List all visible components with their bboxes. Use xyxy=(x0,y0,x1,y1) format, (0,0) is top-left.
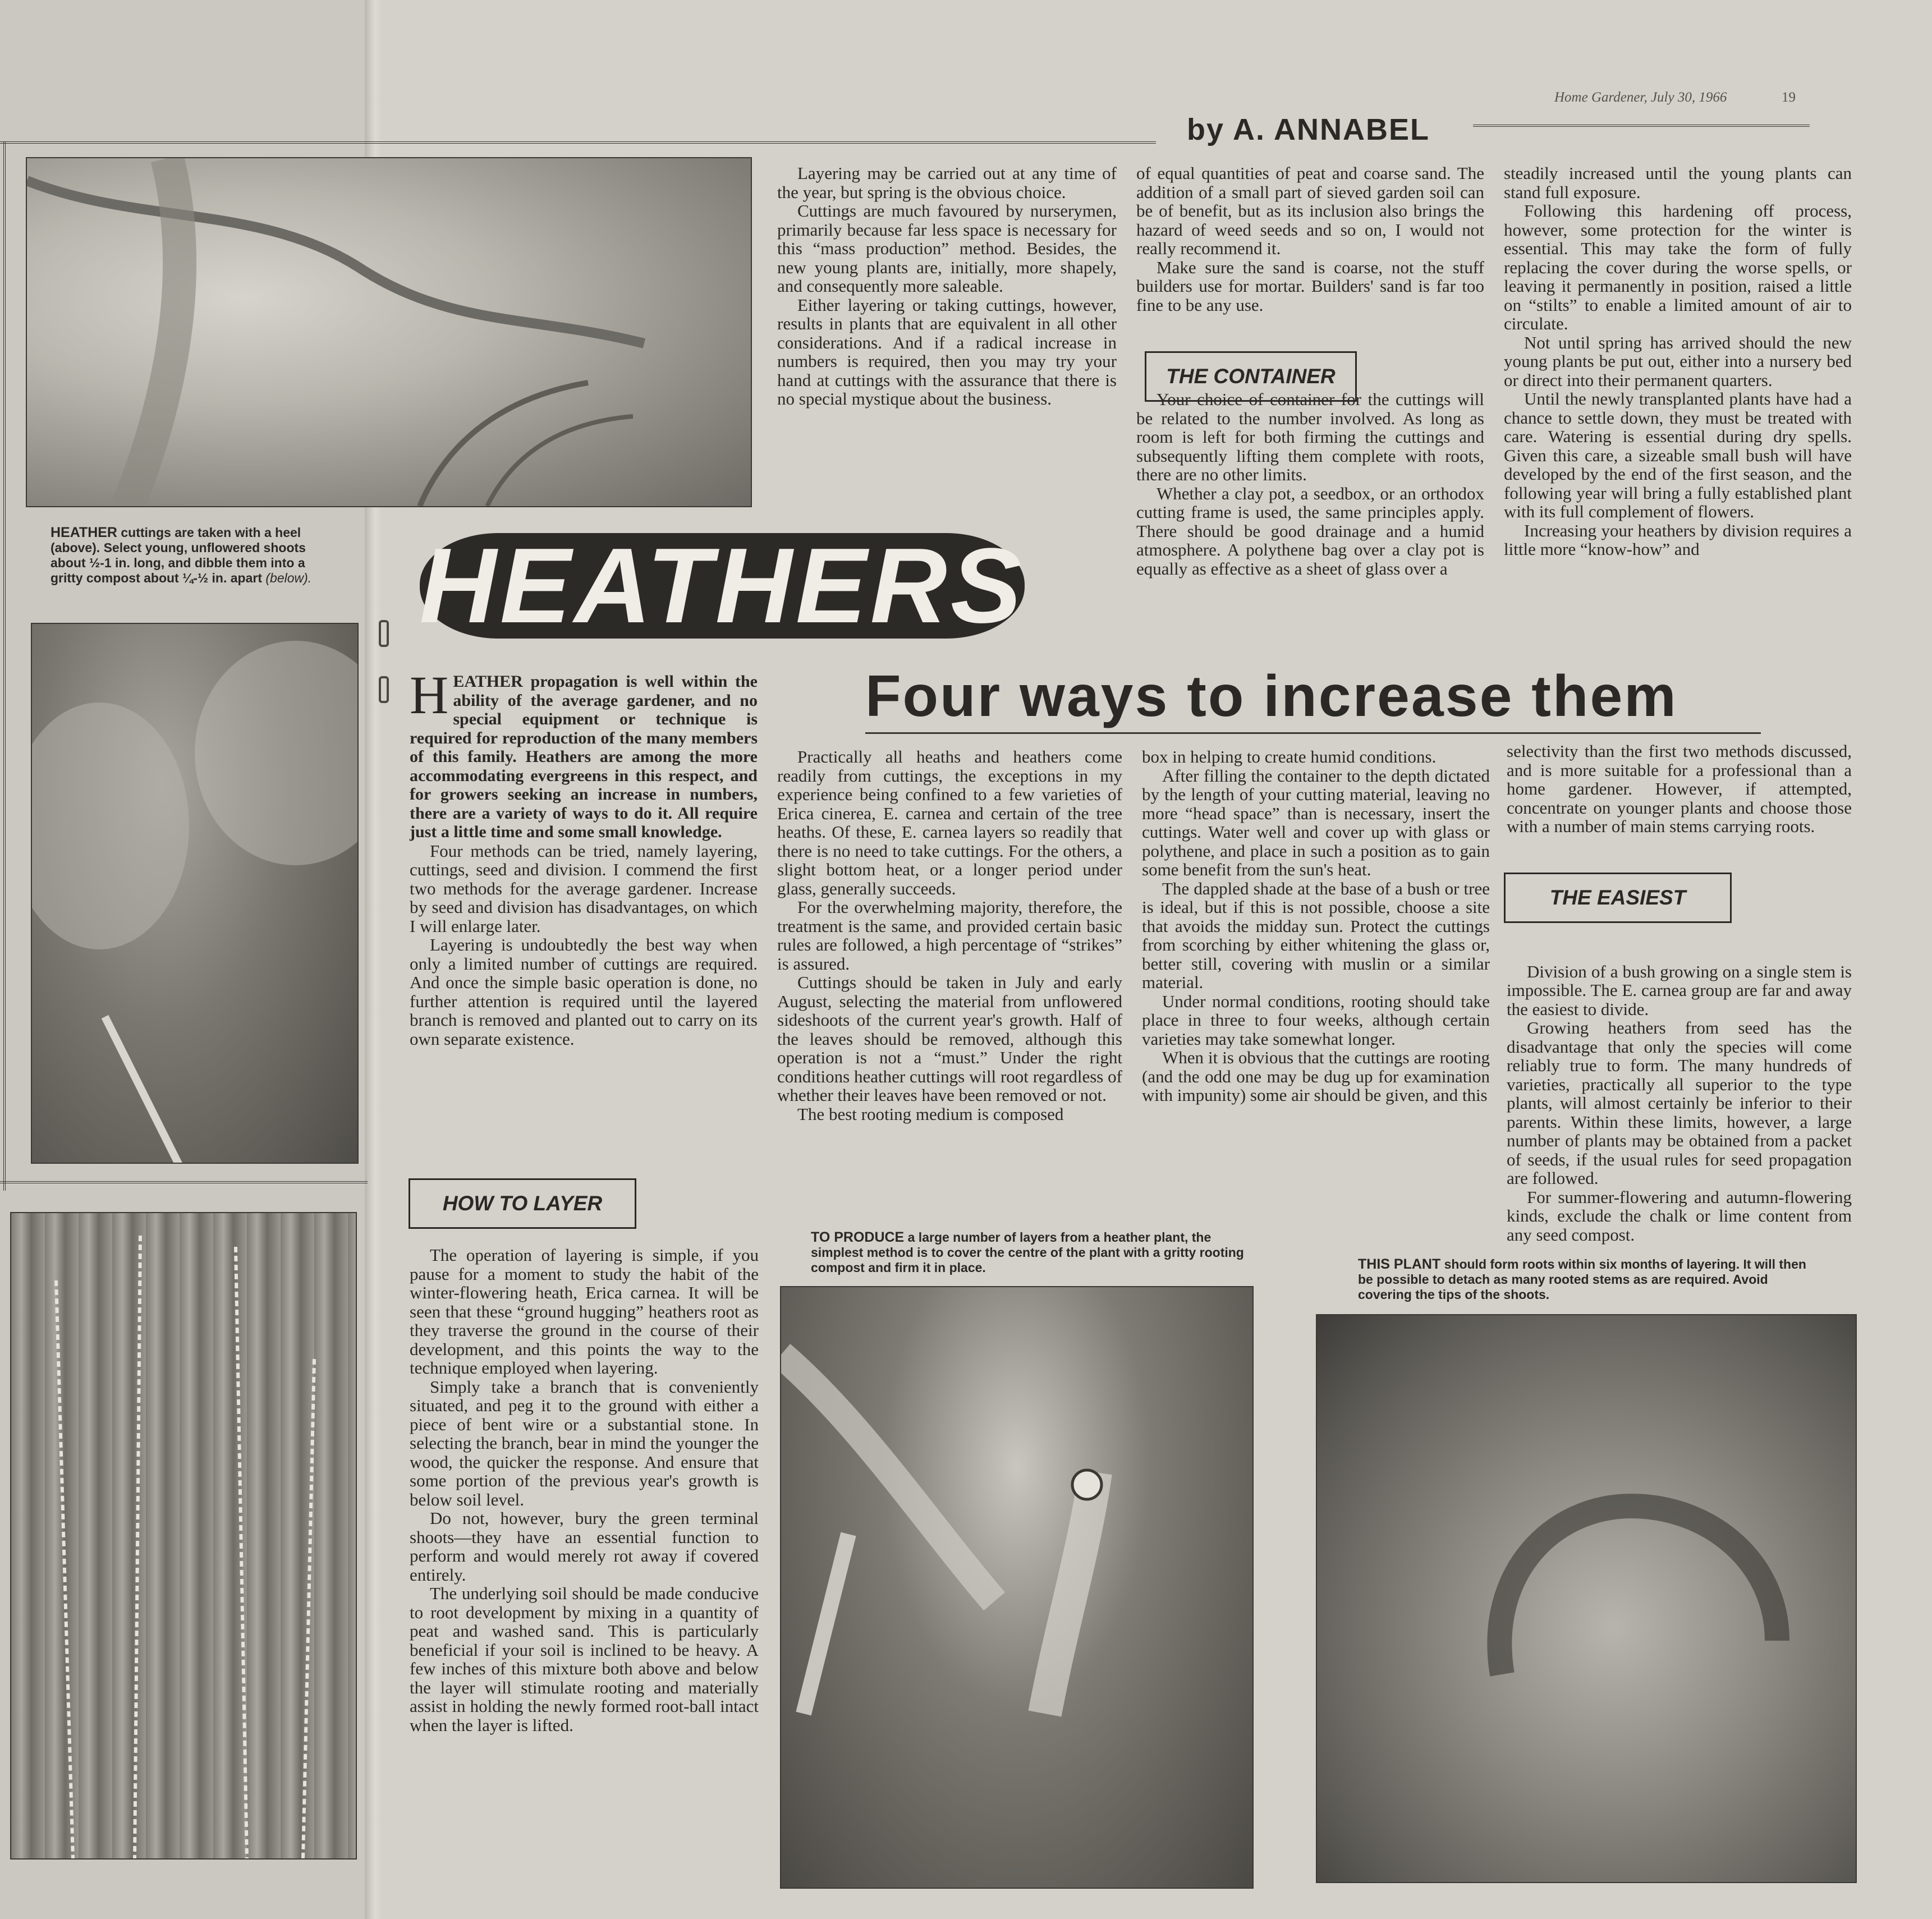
paragraph: Do not, however, bury the green terminal shoots—they have an essential function to perform and would merely rot away if covered entirely. xyxy=(410,1508,759,1585)
paragraph: Increasing your heathers by division requires a little more “know-how” and xyxy=(1504,520,1852,559)
photo-heather-sprays-sketch xyxy=(11,1213,356,1858)
paragraph: The operation of layering is simple, if you pause for a moment to study the habit of the winter-flowering heath, Erica carnea. It will be seen that these “ground hugging” heathers root as they traverse the ground in the course of their development, and this points the way to the technique employed when layering. xyxy=(410,1245,759,1378)
left-frame-rule xyxy=(3,141,6,1191)
paragraph: Layering may be carried out at any time of the year, but spring is the obvious choice. xyxy=(777,163,1117,202)
column-top-2 xyxy=(777,164,1117,408)
paragraph: Until the newly transplanted plants have had a chance to settle down, they must be treated with care. Watering is essential during dry spells. Given this care, a sizeable small bush will have developed by the end of the first season, and the following year will bring a fully established plant with its full complement of flowers. xyxy=(1504,389,1852,521)
headline-underline xyxy=(865,732,1761,734)
paragraph: When it is obvious that the cuttings are rooting (and the odd one may be dug up for examination with impunity) some air should be given, and this xyxy=(1142,1048,1490,1105)
column-top-4 xyxy=(1504,164,1852,559)
heathers-logo: HEATHERS xyxy=(419,526,1025,645)
photo-dibbling-sketch xyxy=(32,624,357,1163)
paragraph: selectivity than the first two methods discussed, and is more suitable for a professional than a home gardener. However, if attempted, concentrate on younger plants and choose those with a number of main stems carrying roots. xyxy=(1507,741,1852,836)
paragraph: For the overwhelming majority, therefore, the treatment is the same, and provided certain basic rules are followed, a high percentage of “strikes” is assured. xyxy=(777,897,1122,974)
photo-cutting-with-heel xyxy=(26,157,752,507)
caption-produce-lead: TO PRODUCE xyxy=(811,1229,905,1245)
caption-plant xyxy=(1358,1257,1818,1302)
column-intro xyxy=(410,665,758,1049)
header-rule-left xyxy=(0,141,1156,144)
staple-top xyxy=(379,620,389,647)
paragraph: The dappled shade at the base of a bush or tree is ideal, but if this is not possible, choose a site that avoids the midday sun. Protect the cuttings from scorching by either whitening the glass or, better still, covering with muslin or a similar material. xyxy=(1142,878,1490,992)
paragraph: box in helping to create humid conditions. xyxy=(1142,747,1437,766)
paragraph: Growing heathers from seed has the disadvantage that only the species will come reliably true to form. The many hundreds of varieties, practically all superior to the type plants, will almost certainly be inferior to their parents. Within these limits, however, a large number of plants may be obtained from a packet of seeds, if the usual rules for seed propagation are followed. xyxy=(1507,1018,1852,1188)
caption-produce xyxy=(811,1230,1260,1275)
column-mid-4 xyxy=(1507,742,1852,1244)
paragraph: Following this hardening off process, however, some protection for the winter is essential. This may take the form of fully replacing the cover during the worse spells, or leaving it permanently in position, raised a little on “stilts” to enable a limited amount of air to circulate. xyxy=(1504,201,1852,333)
caption-cuttings xyxy=(51,525,331,586)
column-mid-3 xyxy=(1142,747,1490,1105)
column-how-to-layer xyxy=(410,1246,759,1734)
paragraph: The best rooting medium is composed xyxy=(797,1104,1064,1124)
byline: by A. ANNABEL xyxy=(1187,113,1430,146)
caption-cuttings-body: cuttings are taken with a heel (above). Select young, unflowered shoots about ½-1 in. long, and dibble them into a gritty compost about ¼-½ in. apart xyxy=(51,525,306,585)
paragraph: Your choice of container for the cuttings will be related to the number involved. As long as room is left for both firming the cuttings and subsequently lifting them complete with roots, there are no other limits. xyxy=(1136,389,1484,484)
paragraph: Make sure the sand is coarse, not the stuff builders use for mortar. Builders' sand is far too fine to be any use. xyxy=(1136,257,1484,315)
paragraph: After filling the container to the depth dictated by the length of your cutting material, leaving no more “head space” than is necessary, insert the cuttings. Water well and cover up with glass or polythene, and place in such a position as to gain some benefit from the sun's heat. xyxy=(1142,765,1490,879)
intro-lead xyxy=(410,665,758,842)
paragraph: Under normal conditions, rooting should take place in three to four weeks, although certain varieties may take somewhat longer. xyxy=(1142,991,1490,1049)
caption-cuttings-lead: HEATHER xyxy=(51,525,117,540)
paragraph: Four methods can be tried, namely layering, cuttings, seed and division. I commend the first two methods for the average gardener. Increase by seed and division has disadvantages, on which I will enlarge later. xyxy=(410,841,758,936)
drop-cap: H xyxy=(410,665,449,725)
paragraph: Cuttings should be taken in July and early August, selecting the material from unflowered sideshoots of the current year's growth. Half of the leaves should be removed, although this operation is not a “must.” Under the right conditions heather cuttings will root regardless of whether their leaves have been removed or not. xyxy=(777,972,1122,1105)
photo-covering-centre xyxy=(780,1286,1254,1889)
paragraph: Division of a bush growing on a single stem is impossible. The E. carnea group are far and away the easiest to divide. xyxy=(1507,961,1852,1019)
subhead-how-to-layer: HOW TO LAYER xyxy=(409,1178,636,1229)
paragraph: The underlying soil should be made conducive to root development by mixing in a quantity of peat and washed sand. This is particularly beneficial if your soil is inclined to be heavy. A few inches of this mixture both above and below the layer will stimulate rooting and materially assist in holding the newly formed root-ball intact when the layer is lifted. xyxy=(410,1583,759,1735)
page-number: 19 xyxy=(1782,90,1796,105)
photo-dibbling-cuttings xyxy=(31,623,359,1164)
intro-lead-text: EATHER propagation is well within the ability of the average gardener, and no special equipment or technique is required for reproduction of the many members of this family. Heathers are among the more accommodating evergreens in this respect, and for growers seeking an increase in numbers, there are a variety of ways to do it. All require just a little time and some small knowledge. xyxy=(410,672,758,841)
photo-cutting-sketch xyxy=(27,158,751,506)
left-frame-bottom-rule xyxy=(0,1181,368,1183)
photo-flowering-heather xyxy=(10,1212,357,1860)
caption-cuttings-tail: (below). xyxy=(265,571,312,585)
subhead-the-easiest: THE EASIEST xyxy=(1504,873,1732,923)
caption-plant-body: should form roots within six months of layering. It will then be possible to detach as many rooted stems as are required. Avoid covering the tips of the shoots. xyxy=(1358,1257,1806,1302)
paragraph: Whether a clay pot, a seedbox, or an orthodox cutting frame is used, the same principles apply. There should be good drainage and a humid atmosphere. A polythene bag over a clay pot is equally as effective as a sheet of glass over a xyxy=(1136,483,1484,579)
paragraph: Either layering or taking cuttings, however, results in plants that are equivalent in all other considerations. And if a radical increase in numbers is required, then you may try your hand at cuttings with the assurance that there is no special mystique about the business. xyxy=(777,295,1117,408)
paragraph: Practically all heaths and heathers come readily from cuttings, the exceptions in my experience being confined to a few varieties of Erica cinerea, E. carnea and certain of the tree heaths. Of these, E. carnea layers so readily that there is no need to take cuttings. For the others, a slight bottom heat, or a longer period under glass, generally succeeds. xyxy=(777,747,1122,898)
photo-rooted-plant xyxy=(1316,1314,1857,1883)
publication-line: Home Gardener, July 30, 1966 xyxy=(1554,90,1727,105)
paragraph: Layering is undoubtedly the best way when only a limited number of cuttings are required. And once the simple basic operation is done, no further attention is required until the layered branch is removed and planted out to carry on its own separate existence. xyxy=(410,935,758,1049)
photo-plant-ring-sketch xyxy=(1317,1315,1856,1882)
photo-hands-sketch xyxy=(781,1287,1252,1888)
caption-produce-body: a large number of layers from a heather plant, the simplest method is to cover the centre of the plant with a gritty rooting compost and firm it in place. xyxy=(811,1230,1244,1275)
paragraph: For summer-flowering and autumn-flowering kinds, exclude the chalk or lime content from any seed compost. xyxy=(1507,1187,1852,1245)
headline: Four ways to increase them xyxy=(865,664,1678,729)
staple-bottom xyxy=(379,676,389,703)
subhead-the-container: THE CONTAINER xyxy=(1145,351,1357,402)
paragraph: steadily increased until the young plants can stand full exposure. xyxy=(1504,163,1852,202)
paragraph: of equal quantities of peat and coarse sand. The addition of a small part of sieved garden soil can be of benefit, but as its inclusion also brings the hazard of weed seeds and so on, I would not really recommend it. xyxy=(1136,163,1484,258)
paragraph: Simply take a branch that is conveniently situated, and peg it to the ground with either a piece of bent wire or a substantial stone. In selecting the branch, bear in mind the younger the wood, the quicker the response. And ensure that some portion of the previous year's growth is below soil level. xyxy=(410,1376,759,1509)
header-rule-right xyxy=(1473,125,1810,127)
column-mid-2 xyxy=(777,747,1122,1123)
paragraph: Cuttings are much favoured by nurserymen, primarily because far less space is necessary for this “mass production” method. Besides, the new young plants are, initially, more shapely, and consequently more saleable. xyxy=(777,201,1117,296)
caption-plant-lead: THIS PLANT xyxy=(1358,1256,1441,1272)
paragraph: Not until spring has arrived should the new young plants be put out, either into a nursery bed or direct into their permanent quarters. xyxy=(1504,332,1852,390)
